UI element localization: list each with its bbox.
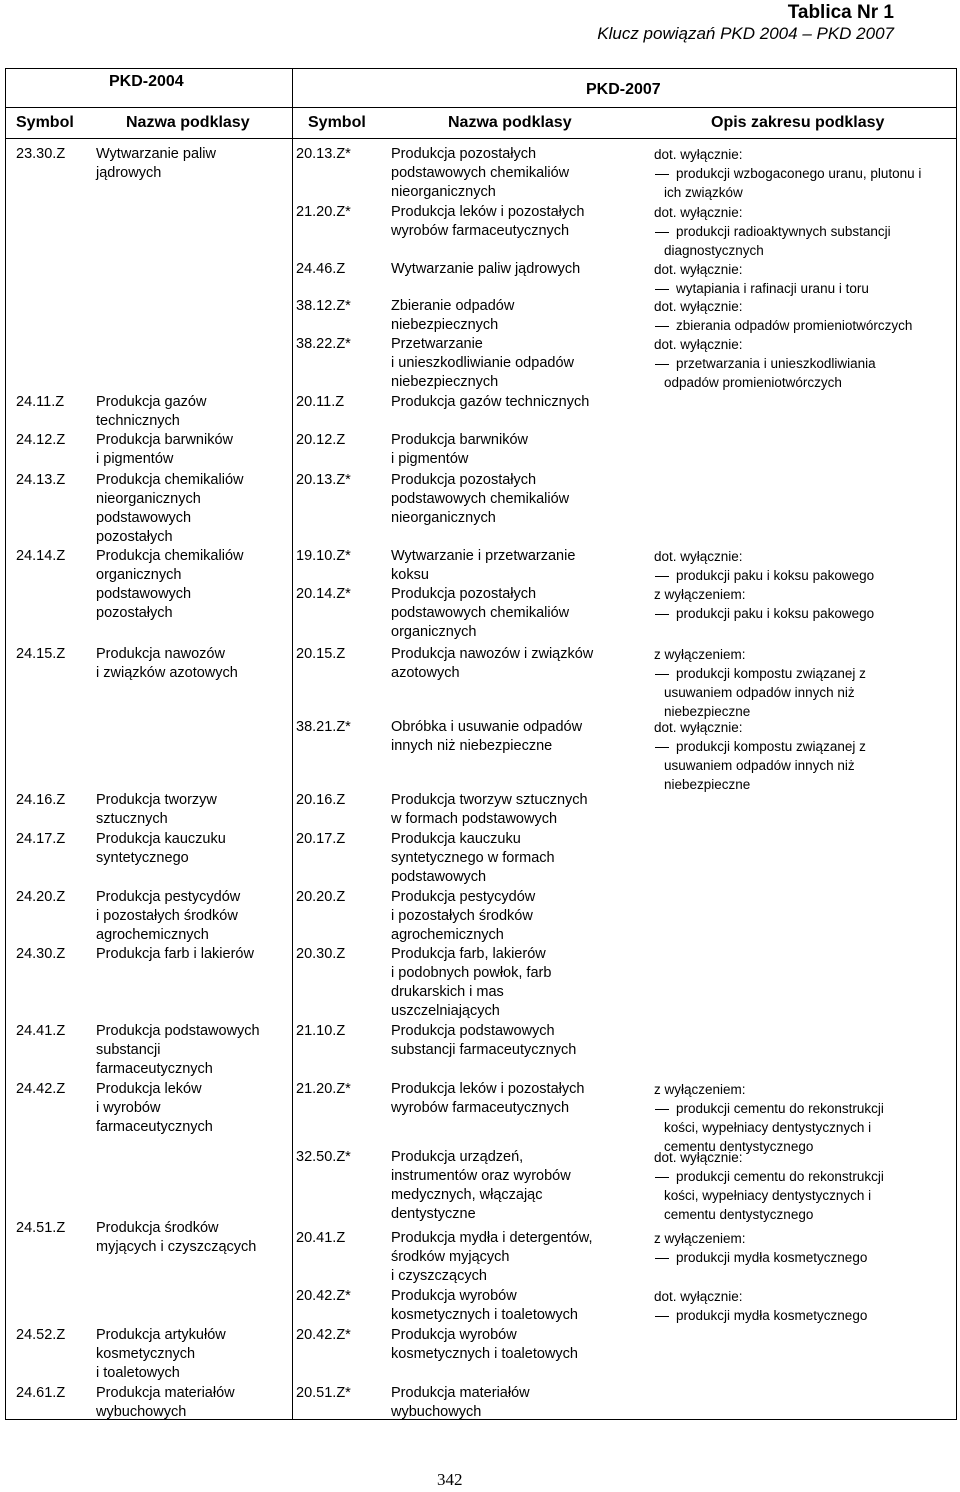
pkd2007-symbol: 20.42.Z* <box>296 1288 351 1304</box>
header-description: Opis zakresu podklasy <box>711 114 885 131</box>
pkd2004-symbol: 24.42.Z <box>16 1081 66 1097</box>
pkd2007-name: Produkcja barwników i pigmentów <box>391 432 529 467</box>
header-name-2007: Nazwa podklasy <box>448 114 572 131</box>
scope-description <box>654 260 954 298</box>
pkd2007-symbol: 24.46.Z <box>296 261 346 277</box>
pkd2007-name: Wytwarzanie i przetwarzanie koksu <box>391 548 576 583</box>
pkd2007-symbol: 20.42.Z* <box>296 1327 351 1343</box>
pkd2004-name: Wytwarzanie paliw jądrowych <box>96 146 216 181</box>
pkd2004-symbol: 24.17.Z <box>16 831 66 847</box>
scope-description <box>654 297 954 335</box>
scope-description <box>654 1080 954 1156</box>
scope-qualifier: z wyłączeniem: <box>654 587 746 602</box>
pkd2004-name: Produkcja materiałów wybuchowych <box>96 1385 235 1420</box>
pkd2007-symbol: 20.13.Z* <box>296 472 351 488</box>
scope-description <box>654 1229 954 1267</box>
pkd2004-name: Produkcja barwników i pigmentów <box>96 432 234 467</box>
pkd2007-name: Produkcja leków i pozostałych wyrobów farmaceutycznych <box>391 204 585 239</box>
pkd2007-name: Produkcja nawozów i związków azotowych <box>391 646 594 681</box>
pkd2004-name: Produkcja leków i wyrobów farmaceutycznych <box>96 1081 213 1135</box>
pkd2004-name: Produkcja pestycydów i pozostałych środków agrochemicznych <box>96 889 241 943</box>
pkd2007-name: Produkcja leków i pozostałych wyrobów farmaceutycznych <box>391 1081 585 1116</box>
page-number: 342 <box>437 1470 463 1489</box>
scope-qualifier: z wyłączeniem: <box>654 1082 746 1097</box>
scope-description <box>654 547 954 585</box>
pkd2007-name: Produkcja gazów technicznych <box>391 394 590 410</box>
scope-item: produkcji kompostu związanej z <box>654 737 954 756</box>
pkd2004-symbol: 23.30.Z <box>16 146 66 162</box>
pkd2004-symbol: 24.13.Z <box>16 472 66 488</box>
mapping-table <box>5 68 957 1420</box>
scope-qualifier: dot. wyłącznie: <box>654 1289 743 1304</box>
pkd2004-symbol: 24.11.Z <box>16 394 65 410</box>
scope-description <box>654 585 954 623</box>
pkd2007-name: Produkcja mydła i detergentów, środków myjących i czyszczących <box>391 1230 593 1284</box>
scope-item: produkcji mydła kosmetycznego <box>654 1306 954 1325</box>
scope-item: zbierania odpadów promieniotwórczych <box>654 316 954 335</box>
pkd2007-symbol: 20.17.Z <box>296 831 346 847</box>
header-pkd2004: PKD-2004 <box>109 73 184 90</box>
scope-item-continuation: cementu dentystycznego <box>664 1207 814 1222</box>
scope-item: przetwarzania i unieszkodliwiania <box>654 354 954 373</box>
scope-description <box>654 203 954 260</box>
scope-item: wytapiania i rafinacji uranu i toru <box>654 279 954 298</box>
scope-qualifier: dot. wyłącznie: <box>654 337 743 352</box>
scope-item: produkcji mydła kosmetycznego <box>654 1248 954 1267</box>
scope-qualifier: dot. wyłącznie: <box>654 720 743 735</box>
pkd2007-name: Produkcja kauczuku syntetycznego w formach podstawowych <box>391 831 555 885</box>
table-number: Tablica Nr 1 <box>787 2 894 23</box>
pkd2007-name: Produkcja materiałów wybuchowych <box>391 1385 530 1420</box>
pkd2004-symbol: 24.20.Z <box>16 889 66 905</box>
scope-qualifier: dot. wyłącznie: <box>654 1150 743 1165</box>
pkd2007-name: Wytwarzanie paliw jądrowych <box>391 261 581 277</box>
pkd2007-symbol: 20.15.Z <box>296 646 346 662</box>
pkd2004-symbol: 24.61.Z <box>16 1385 66 1401</box>
scope-qualifier: dot. wyłącznie: <box>654 147 743 162</box>
pkd2007-name: Przetwarzanie i unieszkodliwianie odpadów niebezpiecznych <box>391 336 574 390</box>
pkd2004-name: Produkcja środków myjących i czyszczących <box>96 1220 257 1255</box>
pkd2007-name: Produkcja farb, lakierów i podobnych powłok, farb drukarskich i mas uszczelniających <box>391 946 552 1019</box>
pkd2007-symbol: 20.30.Z <box>296 946 346 962</box>
scope-qualifier: dot. wyłącznie: <box>654 549 743 564</box>
scope-qualifier: z wyłączeniem: <box>654 647 746 662</box>
scope-description <box>654 645 954 721</box>
pkd2007-name: Produkcja pozostałych podstawowych chemikaliów nieorganicznych <box>391 472 570 526</box>
scope-qualifier: dot. wyłącznie: <box>654 205 743 220</box>
pkd2004-symbol: 24.41.Z <box>16 1023 66 1039</box>
group-divider <box>292 69 293 1419</box>
pkd2007-symbol: 38.12.Z* <box>296 298 351 314</box>
scope-item: produkcji paku i koksu pakowego <box>654 604 954 623</box>
pkd2004-symbol: 24.14.Z <box>16 548 66 564</box>
table-subtitle: Klucz powiązań PKD 2004 – PKD 2007 <box>597 24 894 43</box>
pkd2004-name: Produkcja tworzyw sztucznych <box>96 792 217 827</box>
pkd2004-name: Produkcja chemikaliów organicznych podstawowych pozostałych <box>96 548 244 621</box>
pkd2007-name: Produkcja pozostałych podstawowych chemikaliów nieorganicznych <box>391 146 570 200</box>
pkd2007-symbol: 21.20.Z* <box>296 1081 351 1097</box>
scope-description <box>654 145 954 202</box>
scope-item-continuation: cementu dentystycznego <box>664 1139 814 1154</box>
pkd2007-symbol: 38.22.Z* <box>296 336 351 352</box>
scope-qualifier: dot. wyłącznie: <box>654 262 743 277</box>
pkd2007-name: Produkcja tworzyw sztucznych w formach podstawowych <box>391 792 588 827</box>
pkd2007-name: Produkcja wyrobów kosmetycznych i toaletowych <box>391 1327 578 1362</box>
scope-item-continuation: odpadów promieniotwórczych <box>664 375 842 390</box>
pkd2004-symbol: 24.12.Z <box>16 432 66 448</box>
pkd2007-name: Produkcja pozostałych podstawowych chemikaliów organicznych <box>391 586 570 640</box>
scope-item: produkcji kompostu związanej z <box>654 664 954 683</box>
scope-item: produkcji cementu do rekonstrukcji <box>654 1167 954 1186</box>
header-symbol-2007: Symbol <box>308 114 366 131</box>
pkd2007-symbol: 21.10.Z <box>296 1023 346 1039</box>
pkd2004-symbol: 24.15.Z <box>16 646 66 662</box>
scope-item-continuation: kości, wypełniacy dentystycznych i <box>664 1188 872 1203</box>
pkd2007-name: Zbieranie odpadów niebezpiecznych <box>391 298 515 333</box>
scope-item-continuation: usuwaniem odpadów innych niż <box>664 758 855 773</box>
pkd2007-symbol: 20.41.Z <box>296 1230 346 1246</box>
pkd2007-symbol: 19.10.Z* <box>296 548 351 564</box>
header-symbol-2004: Symbol <box>16 114 74 131</box>
pkd2004-symbol: 24.30.Z <box>16 946 66 962</box>
pkd2004-name: Produkcja gazów technicznych <box>96 394 207 429</box>
scope-item-continuation: usuwaniem odpadów innych niż <box>664 685 855 700</box>
scope-description <box>654 1287 954 1325</box>
scope-item-continuation: kości, wypełniacy dentystycznych i <box>664 1120 872 1135</box>
scope-description <box>654 718 954 794</box>
pkd2007-name: Obróbka i usuwanie odpadów innych niż niebezpieczne <box>391 719 583 754</box>
scope-item: produkcji radioaktywnych substancji <box>654 222 954 241</box>
scope-item: produkcji paku i koksu pakowego <box>654 566 954 585</box>
pkd2007-symbol: 20.16.Z <box>296 792 346 808</box>
pkd2007-symbol: 20.13.Z* <box>296 146 351 162</box>
header-bottom <box>6 138 956 139</box>
pkd2007-symbol: 20.11.Z <box>296 394 345 410</box>
pkd2004-symbol: 24.52.Z <box>16 1327 66 1343</box>
scope-item-continuation: diagnostycznych <box>664 243 764 258</box>
pkd2007-symbol: 20.20.Z <box>296 889 346 905</box>
pkd2004-symbol: 24.16.Z <box>16 792 66 808</box>
scope-item: produkcji wzbogaconego uranu, plutonu i <box>654 164 954 183</box>
pkd2007-symbol: 21.20.Z* <box>296 204 351 220</box>
scope-item-continuation: ich związków <box>664 185 743 200</box>
pkd2004-name: Produkcja kauczuku syntetycznego <box>96 831 226 866</box>
pkd2007-symbol: 32.50.Z* <box>296 1149 351 1165</box>
pkd2004-symbol: 24.51.Z <box>16 1220 66 1236</box>
pkd2007-name: Produkcja wyrobów kosmetycznych i toaletowych <box>391 1288 578 1323</box>
pkd2007-symbol: 20.51.Z* <box>296 1385 351 1401</box>
scope-item-continuation: niebezpieczne <box>664 704 751 719</box>
pkd2004-name: Produkcja farb i lakierów <box>96 946 254 962</box>
pkd2004-name: Produkcja podstawowych substancji farmaceutycznych <box>96 1023 260 1077</box>
pkd2007-symbol: 20.14.Z* <box>296 586 351 602</box>
header-divider <box>6 107 956 108</box>
header-name-2004: Nazwa podklasy <box>126 114 250 131</box>
pkd2004-name: Produkcja chemikaliów nieorganicznych podstawowych pozostałych <box>96 472 244 545</box>
pkd2007-name: Produkcja pestycydów i pozostałych środków agrochemicznych <box>391 889 536 943</box>
pkd2004-name: Produkcja artykułów kosmetycznych i toaletowych <box>96 1327 226 1381</box>
scope-item: produkcji cementu do rekonstrukcji <box>654 1099 954 1118</box>
scope-qualifier: dot. wyłącznie: <box>654 299 743 314</box>
scope-qualifier: z wyłączeniem: <box>654 1231 746 1246</box>
pkd2007-symbol: 38.21.Z* <box>296 719 351 735</box>
header-pkd2007: PKD-2007 <box>586 81 661 98</box>
pkd2007-name: Produkcja podstawowych substancji farmaceutycznych <box>391 1023 577 1058</box>
scope-description <box>654 335 954 392</box>
scope-description <box>654 1148 954 1224</box>
pkd2007-name: Produkcja urządzeń, instrumentów oraz wyrobów medycznych, włączając dentystyczne <box>391 1149 571 1222</box>
pkd2007-symbol: 20.12.Z <box>296 432 346 448</box>
pkd2004-name: Produkcja nawozów i związków azotowych <box>96 646 238 681</box>
scope-item-continuation: niebezpieczne <box>664 777 751 792</box>
